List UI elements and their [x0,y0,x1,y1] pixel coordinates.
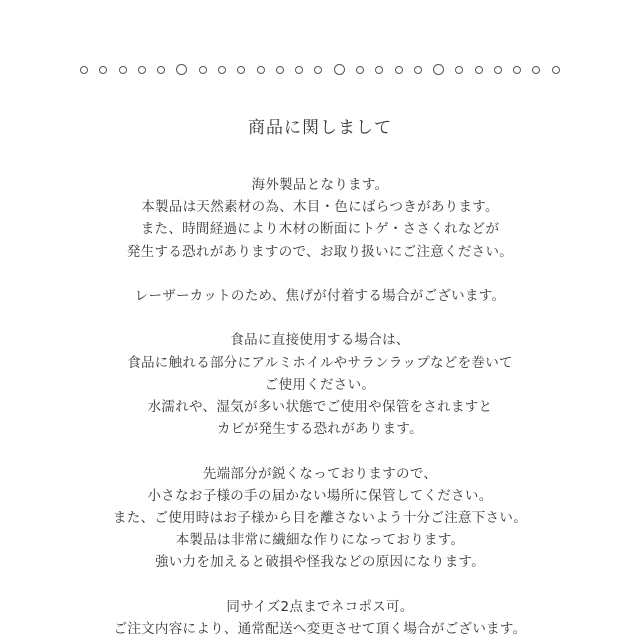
circle-icon [176,64,187,75]
notice-line: 食品に触れる部分にアルミホイルやサランラップなどを巻いて [127,354,513,371]
circle-icon [513,66,521,74]
notice-line: 強い力を加えると破損や怪我などの原因になります。 [154,554,486,571]
page-title: 商品に関しまして [248,118,392,138]
circle-icon [314,66,322,74]
notice-line: ご使用ください。 [264,376,376,393]
notice-line: ご注文内容により、通常配送へ変更させて頂く場合がございます。 [113,621,527,637]
circle-icon [395,66,403,74]
notice-paragraph-safety [0,463,640,574]
notice-line: 発生する恐れがありますので、お取り扱いにご注意ください。 [126,243,514,260]
circle-icon [334,64,345,75]
notice-line: 水濡れや、湿気が多い状態でご使用や保管をされますと [147,399,493,415]
circle-icon [237,66,245,74]
notice-paragraph-laser [0,285,640,307]
notice-line: 本製品は天然素材の為、木目・色にばらつきがあります。 [141,199,499,216]
circle-icon [80,66,88,74]
notice-paragraph-shipping [0,596,640,640]
circle-icon [552,66,560,74]
circle-icon [375,66,383,74]
notice-line: 海外製品となります。 [251,177,389,193]
circle-icon [414,66,422,74]
decorative-circle-row [80,64,560,75]
circle-icon [433,64,444,75]
notice-line: レーザーカットのため、焦げが付着する場合がございます。 [134,288,506,304]
notice-line: また、ご使用時はお子様から目を離さないよう十分ご注意下さい。 [113,510,527,526]
circle-icon [455,66,463,74]
circle-icon [494,66,502,74]
circle-icon [119,66,127,74]
notice-paragraph-food [0,329,640,440]
notice-paragraph-overseas [0,174,640,263]
circle-icon [475,66,483,74]
circle-icon [295,66,303,74]
circle-icon [532,66,540,74]
circle-icon [257,66,265,74]
notice-line: 先端部分が鋭くなっておりますので、 [202,465,438,482]
circle-icon [138,66,146,74]
circle-icon [276,66,284,74]
notice-line: また、時間経過により木材の断面にトゲ・ささくれなどが [140,221,500,238]
notice-line: カビが発生する恐れがあります。 [217,421,423,438]
notice-line: 同サイズ2点までネコポス可。 [226,598,414,615]
notice-line: 本製品は非常に繊細な作りになっております。 [175,532,465,549]
notice-line: 小さなお子様の手の届かない場所に保管してください。 [147,487,493,504]
circle-icon [356,66,364,74]
circle-icon [99,66,107,74]
circle-icon [218,66,226,74]
circle-icon [199,66,207,74]
circle-icon [157,66,165,74]
notice-line: 食品に直接使用する場合は、 [230,332,410,349]
notice-body [0,174,640,640]
